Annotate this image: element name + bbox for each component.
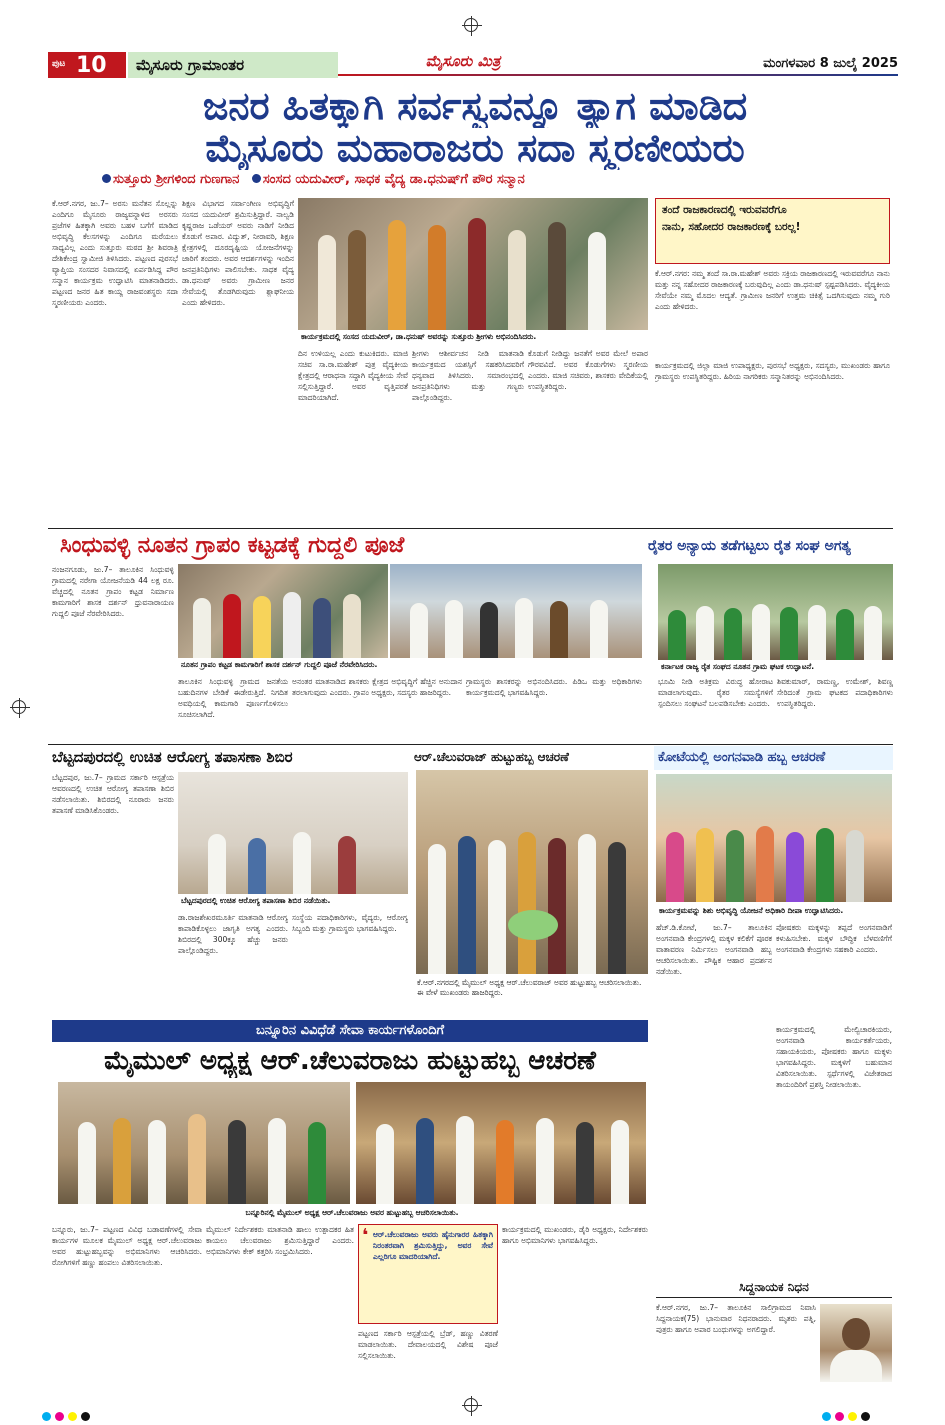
bullet-icon — [252, 174, 261, 183]
obituary-body: ಕೆ.ಆರ್.ನಗರ, ಜು.7– ತಾಲೂಕಿನ ಸಾಲಿಗ್ರಾಮದ ನಿವಾಸಿ ಸಿದ್ದನಾಯಕ(75) ಭಾನುವಾರ ನಿಧನರಾದರು. ಮೃತರು ಪತ್ನಿ, ಪುತ್ರರು ಹಾಗೂ ಅಪಾರ ಬಂಧುಗಳನ್ನು ಅಗಲಿದ್ದಾರೆ. — [656, 1303, 816, 1334]
bridge-column-2: ತಾಲೂಕಿನ ಸಿಂಧುವಳ್ಳಿ ಗ್ರಾಮದ ಜನತೆಯ ಬಹುದಿನಗಳ ಬೇಡಿಕೆ ಈಡೇರುತ್ತಿದೆ. ನಿಗದಿತ ಅವಧಿಯಲ್ಲಿ ಕಾಮಗಾರಿ ಪೂರ್ಣಗೊಳಿಸಲು ಸೂಚಿಸಲಾಗಿದೆ. — [178, 677, 288, 719]
lead-photo-caption: ಕಾರ್ಯಕ್ರಮದಲ್ಲಿ ಸಂಸದ ಯದುವೀರ್, ಡಾ.ಧನುಷ್ ಅವರನ್ನು ಸುತ್ತೂರು ಶ್ರೀಗಳು ಅಭಿನಂದಿಸಿದರು. — [298, 330, 648, 344]
anganwadi-column-1: ಹೆಚ್.ಡಿ.ಕೋಟೆ, ಜು.7– ತಾಲೂಕಿನ ಅಂಗನವಾಡಿ ಕೇಂದ್ರಗಳಲ್ಲಿ ಮಕ್ಕಳ ಕಲಿಕೆಗೆ ಪೂರಕ ವಾತಾವರಣ ನಿರ್ಮಿಸಲು ಅಂಗನವಾಡಿ ಹಬ್ಬ ಆಚರಿಸಲಾಯಿತು. ಪೌಷ್ಟಿಕ ಆಹಾರ ಪ್ರದರ್ಶನ ನಡೆಯಿತು. — [656, 923, 772, 976]
lead-column-3: ದಿನ ಉಳಿಯಲ್ಲ ಎಂದು ಕುಟುಕಿದರು. ಮಾಜಿ ಸಚಿವ ಸಾ.ರಾ.ಮಹೇಶ್ ಪುತ್ರ ವೈದ್ಯಕೀಯ ಕ್ಷೇತ್ರದಲ್ಲಿ ಆರಾಧನಾ ಸದ್ದಾಗಿ ವೈದ್ಯಕೀಯ ಸೇವೆ ಸಲ್ಲಿಸುತ್ತಿದ್ದಾರೆ. ಅವರ ವೃತ್ತಿಪರತೆ ಮಾದರಿಯಾಗಿದೆ. — [298, 349, 408, 402]
lead-column-5: ಕೊಡುಗೆ ನೀಡಿದ್ದು ಜನತೆಗೆ ಅವರ ಮೇಲೆ ಅಪಾರ ಗೌರವವಿದೆ. ಅವರ ಕೊಡುಗೆಗಳು ಸ್ಮರಣೀಯ ಎಂದರು. ಮಾಜಿ ಸಚಿವರು, ಶಾಸಕರು ವೇದಿಕೆಯಲ್ಲಿ ಉಪಸ್ಥಿತರಿದ್ದರು. — [528, 349, 648, 391]
quote-body: ಕೆ.ಆರ್.ನಗರ: ನಮ್ಮ ತಂದೆ ಸಾ.ರಾ.ಮಹೇಶ್ ಅವರು ಸಕ್ರಿಯ ರಾಜಕಾರಣದಲ್ಲಿ ಇರುವವರೆಗೂ ನಾನು ಮತ್ತು ನನ್ನ ಸಹೋದರ ರಾಜಕಾರಣಕ್ಕೆ ಬರುವುದಿಲ್ಲ ಎಂದು ಡಾ.ಧನುಷ್ ಸ್ಪಷ್ಟಪಡಿಸಿದರು. ವೈದ್ಯಕೀಯ ಸೇವೆಯೇ ನಮ್ಮ ಮೊದಲ ಆದ್ಯತೆ. ಗ್ರಾಮೀಣ ಜನರಿಗೆ ಉತ್ತಮ ಚಿಕಿತ್ಸೆ ಒದಗಿಸುವುದು ನಮ್ಮ ಗುರಿ ಎಂದು ಹೇಳಿದರು. — [655, 269, 890, 311]
page-number: 10 — [76, 53, 107, 78]
paper-name: ಮೈಸೂರು ಮಿತ್ರ — [425, 52, 501, 70]
birthday-main-quote-text: ಆರ್.ಚೆಲುವರಾಜು ಅವರು ಹೈನುಗಾರರ ಹಿತಕ್ಕಾಗಿ ನಿರಂತರವಾಗಿ ಶ್ರಮಿಸುತ್ತಿದ್ದು, ಅವರ ಸೇವೆ ಎಲ್ಲರಿಗೂ ಮಾದರಿಯಾಗಿದೆ. — [373, 1230, 493, 1261]
farmers-column-3: ಶಿವಕುಮಾರ್, ರಾಮಣ್ಣ, ಉಮೇಶ್, ಶಿವಣ್ಣ ಸೇರಿದಂತೆ ಗ್ರಾಮ ಘಟಕದ ಪದಾಧಿಕಾರಿಗಳು ಉಪಸ್ಥಿತರಿದ್ದರು. — [777, 677, 893, 708]
bridge-headline: ಸಿಂಧುವಳ್ಳಿ ನೂತನ ಗ್ರಾಪಂ ಕಟ್ಟಡಕ್ಕೆ ಗುದ್ದಲಿ ಪೂಜೆ — [60, 533, 405, 558]
masthead-rule — [338, 74, 898, 76]
lead-photo — [298, 198, 648, 330]
anganwadi-column-2: ಪೋಷಕರು ಮಕ್ಕಳನ್ನು ತಪ್ಪದೆ ಅಂಗನವಾಡಿಗೆ ಕಳುಹಿಸಬೇಕು. ಮಕ್ಕಳ ಬೌದ್ಧಿಕ ಬೆಳವಣಿಗೆಗೆ ಅಂಗನವಾಡಿ ಕೇಂದ್ರಗಳು ಸಹಕಾರಿ ಎಂದರು. — [776, 923, 892, 954]
bridge-column-1: ನಂಜನಗೂಡು, ಜು.7– ತಾಲೂಕಿನ ಸಿಂಧುವಳ್ಳಿ ಗ್ರಾಮದಲ್ಲಿ ನರೇಗಾ ಯೋಜನೆಯಡಿ 44 ಲಕ್ಷ ರೂ. ವೆಚ್ಚದಲ್ಲಿ ನೂತನ ಗ್ರಾಪಂ ಕಟ್ಟಡ ನಿರ್ಮಾಣ ಕಾಮಗಾರಿಗೆ ಶಾಸಕ ದರ್ಶನ್ ಧ್ರುವನಾರಾಯಣ ಗುದ್ದಲಿ ಪೂಜೆ ನೆರವೇರಿಸಿದರು. — [52, 565, 174, 618]
page-label: ಪುಟ — [52, 59, 66, 69]
health-column-3: ಸಂಸ್ಥೆಯ ಪದಾಧಿಕಾರಿಗಳು, ವೈದ್ಯರು, ಆರೋಗ್ಯ ಸಿಬ್ಬಂದಿ ಮತ್ತು ಗ್ರಾಮಸ್ಥರು ಭಾಗವಹಿಸಿದ್ದರು. — [292, 913, 408, 933]
lead-column-4: ಶ್ರೀಗಳು ಆಶೀರ್ವಚನ ನೀಡಿ ಮಾತನಾಡಿ ಕಾರ್ಯಕ್ರಮದ ಯಶಸ್ಸಿಗೆ ಸಹಕರಿಸಿದವರಿಗೆ ಧನ್ಯವಾದ ತಿಳಿಸಿದರು. ಸಮಾರಂಭದಲ್ಲಿ ಜನಪ್ರತಿನಿಧಿಗಳು ಮತ್ತು ಗಣ್ಯರು ಪಾಲ್ಗೊಂಡಿದ್ದರು. — [412, 349, 524, 402]
anganwadi-photo — [656, 774, 892, 902]
issue-date: ಮಂಗಳವಾರ 8 ಜುಲೈ 2025 — [763, 56, 898, 71]
birthday-main-photo-1 — [58, 1082, 350, 1204]
birthday-main-column-2: ಮೈಮುಲ್ ನಿರ್ದೇಶಕರು ಮಾತನಾಡಿ ಹಾಲು ಉತ್ಪಾದಕರ ಹಿತ ಕಾಯಲು ಚೆಲುವರಾಜು ಶ್ರಮಿಸುತ್ತಿದ್ದಾರೆ ಎಂದರು. ಅಭಿಮಾನಿಗಳು ಕೇಕ್ ಕತ್ತರಿಸಿ ಸಂಭ್ರಮಿಸಿದರು. — [206, 1225, 354, 1256]
birthday-small-headline: ಆರ್.ಚೆಲುವರಾಜ್ ಹುಟ್ಟುಹಬ್ಬ ಆಚರಣೆ — [414, 750, 569, 764]
quote-box — [655, 198, 890, 264]
farmers-photo-caption: ಕರ್ನಾಟಕ ರಾಜ್ಯ ರೈತ ಸಂಘದ ನೂತನ ಗ್ರಾಮ ಘಟಕ ಉದ್ಘಾಟನೆ. — [658, 660, 893, 674]
page-number-tab — [48, 52, 126, 78]
birthday-main-photo-caption: ಬನ್ನೂರಿನಲ್ಲಿ ಮೈಮುಲ್ ಅಧ್ಯಕ್ಷ ಆರ್.ಚೆಲುವರಾಜು ಅವರ ಹುಟ್ಟುಹಬ್ಬ ಆಚರಿಸಲಾಯಿತು. — [58, 1206, 646, 1220]
birthday-main-photo-2 — [356, 1082, 646, 1204]
lead-subhead-2: ಸಂಸದ ಯದುವೀರ್, ಸಾಧಕ ವೈದ್ಯ ಡಾ.ಧನುಷ್‌ಗೆ ಪೌರ ಸನ್ಮಾನ — [262, 172, 525, 187]
health-photo — [178, 772, 408, 894]
birthday-small-photo — [416, 770, 648, 974]
birthday-main-column-3: ಪಟ್ಟಣದ ಸರ್ಕಾರಿ ಆಸ್ಪತ್ರೆಯಲ್ಲಿ ಬ್ರೆಡ್, ಹಣ್ಣು ವಿತರಣೆ ಮಾಡಲಾಯಿತು. ದೇವಾಲಯದಲ್ಲಿ ವಿಶೇಷ ಪೂಜೆ ಸಲ್ಲಿಸಲಾಯಿತು. — [358, 1329, 498, 1360]
registration-mark-icon — [464, 1398, 478, 1412]
bridge-photo — [178, 564, 388, 658]
bridge-column-4: ಗ್ರಾಮಸ್ಥರು ಶಾಸಕರನ್ನು ಅಭಿನಂದಿಸಿದರು. ಪಿಡಿಒ ಮತ್ತು ಅಧಿಕಾರಿಗಳು ಕಾರ್ಯಕ್ರಮದಲ್ಲಿ ಭಾಗವಹಿಸಿದ್ದರು. — [466, 677, 642, 697]
quote-line-1: ತಂದೆ ರಾಜಕಾರಣದಲ್ಲಿ ಇರುವವರೆಗೂ — [662, 204, 787, 216]
quote-mark-icon: ❛ — [362, 1225, 369, 1246]
birthday-main-column-4: ಕಾರ್ಯಕ್ರಮದಲ್ಲಿ ಮುಖಂಡರು, ಡೈರಿ ಅಧ್ಯಕ್ಷರು, ನಿರ್ದೇಶಕರು ಹಾಗೂ ಅಭಿಮಾನಿಗಳು ಭಾಗವಹಿಸಿದ್ದರು. — [502, 1225, 648, 1245]
registration-mark-icon — [12, 700, 26, 714]
color-bar — [820, 1406, 900, 1416]
birthday-main-quote — [358, 1224, 498, 1324]
birthday-main-kicker: ಬನ್ನೂರಿನ ವಿವಿಧೆಡೆ ಸೇವಾ ಕಾರ್ಯಗಳೊಂದಿಗೆ — [52, 1020, 648, 1042]
birthday-main-headline: ಮೈಮುಲ್ ಅಧ್ಯಕ್ಷ ಆರ್.ಚೆಲುವರಾಜು ಹುಟ್ಟುಹಬ್ಬ ಆಚರಣೆ — [104, 1046, 596, 1076]
lead-subhead-1: ಸುತ್ತೂರು ಶ್ರೀಗಳಿಂದ ಗುಣಗಾನ — [113, 172, 240, 187]
lead-column-2: ಶಿಕ್ಷಣ ವಿಭಾಗದ ಸರ್ವಾಂಗೀಣ ಅಭಿವೃದ್ಧಿಗೆ ಸಂಸದ ಯದುವೀರ್ ಶ್ರಮಿಸುತ್ತಿದ್ದಾರೆ. ನಾಲ್ವಡಿ ಕೃಷ್ಣರಾಜ ಒಡೆಯರ್ ಅವರು ನಾಡಿಗೆ ನೀಡಿದ ಕೊಡುಗೆ ಅಪಾರ. ವಿದ್ಯುತ್, ನೀರಾವರಿ, ಶಿಕ್ಷಣ ಕ್ಷೇತ್ರಗಳಲ್ಲಿ ದೂರದೃಷ್ಟಿಯ ಯೋಜನೆಗಳನ್ನು ಜಾರಿಗೆ ತಂದರು. ಅವರ ಆದರ್ಶಗಳನ್ನು ಇಂದಿನ ಜನಪ್ರತಿನಿಧಿಗಳು ಪಾಲಿಸಬೇಕು. ಸಾಧಕ ವೈದ್ಯ ಡಾ.ಧನುಷ್ ಅವರು ಗ್ರಾಮೀಣ ಜನರ ಸೇವೆಯಲ್ಲಿ ತೊಡಗಿರುವುದು ಶ್ಲಾಘನೀಯ ಎಂದು ಹೇಳಿದರು. — [182, 199, 294, 307]
quote-body-2: ಕಾರ್ಯಕ್ರಮದಲ್ಲಿ ಜಿಲ್ಲಾ ಮಾಜಿ ಉಪಾಧ್ಯಕ್ಷರು, ಪುರಸಭೆ ಅಧ್ಯಕ್ಷರು, ಸದಸ್ಯರು, ಮುಖಂಡರು ಹಾಗೂ ಗ್ರಾಮಸ್ಥರು ಉಪಸ್ಥಿತರಿದ್ದರು. ಹಿರಿಯ ನಾಗರಿಕರು ಸನ್ಮಾನಿತರನ್ನು ಅಭಿನಂದಿಸಿದರು. — [655, 361, 890, 381]
divider — [48, 528, 893, 529]
anganwadi-headline: ಕೋಟೆಯಲ್ಲಿ ಅಂಗನವಾಡಿ ಹಬ್ಬ ಆಚರಣೆ — [654, 746, 893, 770]
bridge-photo-caption: ನೂತನ ಗ್ರಾಪಂ ಕಟ್ಟಡ ಕಾಮಗಾರಿಗೆ ಶಾಸಕ ದರ್ಶನ್ ಗುದ್ದಲಿ ಪೂಜೆ ನೆರವೇರಿಸಿದರು. — [178, 658, 642, 672]
obituary-headline: ಸಿದ್ದನಾಯಕ ನಿಧನ — [656, 1280, 892, 1298]
anganwadi-photo-caption: ಕಾರ್ಯಕ್ರಮವನ್ನು ಶಿಶು ಅಭಿವೃದ್ಧಿ ಯೋಜನೆ ಅಧಿಕಾರಿ ದೀಪಾ ಉದ್ಘಾಟಿಸಿದರು. — [656, 904, 892, 918]
lead-column-1: ಕೆ.ಆರ್.ನಗರ, ಜು.7– ಅರಸು ಮನೆತನ ಸೊಲ್ಲನ್ನು ಎಂದಿಗೂ ಮೈಸೂರು ರಾಜ್ಯವನ್ನಾಳಿದ ಅರಸರು ಪ್ರಜೆಗಳ ಹಿತಕ್ಕಾಗಿ ಅವರು ಬಹಳ ಬಗೆಗೆ ಮಾಡಿದ ಅಭಿವೃದ್ಧಿ ಕೆಲಸಗಳನ್ನು ಎಂದಿಗೂ ಮರೆಯಲು ಸಾಧ್ಯವಿಲ್ಲ ಎಂದು ಸುತ್ತೂರು ಮಠದ ಶ್ರೀ ಶಿವರಾತ್ರಿ ದೇಶಿಕೇಂದ್ರ ಸ್ವಾಮೀಜಿ ತಿಳಿಸಿದರು. ಪಟ್ಟಣದ ಪುರಸಭೆ ವ್ಯಾಪ್ತಿಯ ಸಂಸದರ ನಿವಾಸದಲ್ಲಿ ಏರ್ಪಡಿಸಿದ್ದ ಪೌರ ಸನ್ಮಾನ ಕಾರ್ಯಕ್ರಮ ಉದ್ಘಾಟಿಸಿ ಮಾತನಾಡಿದರು. ಪಟ್ಟಣದ ಜನರ ಹಿತ ಕಾಯ್ದ ರಾಜವಂಶಸ್ಥರು ಸದಾ ಸ್ಮರಣೀಯರು ಎಂದರು. — [52, 199, 178, 307]
bullet-icon — [102, 174, 111, 183]
bridge-photo-2 — [390, 564, 642, 658]
color-bar — [40, 1406, 120, 1416]
health-photo-caption: ಬೆಟ್ಟದಪುರದಲ್ಲಿ ಉಚಿತ ಆರೋಗ್ಯ ತಪಾಸಣಾ ಶಿಬಿರ ನಡೆಯಿತು. — [178, 894, 408, 908]
health-headline: ಬೆಟ್ಟದಪುರದಲ್ಲಿ ಉಚಿತ ಆರೋಗ್ಯ ತಪಾಸಣಾ ಶಿಬಿರ — [52, 748, 293, 766]
lead-subheads — [100, 172, 880, 192]
section-name: ಮೈಸೂರು ಗ್ರಾಮಾಂತರ — [128, 52, 338, 78]
divider — [48, 744, 893, 745]
farmers-headline: ರೈತರ ಅನ್ಯಾಯ ತಡೆಗಟ್ಟಲು ರೈತ ಸಂಘ ಅಗತ್ಯ — [648, 538, 851, 554]
masthead — [48, 50, 898, 80]
health-column-1: ಬೆಟ್ಟದಪುರ, ಜು.7– ಗ್ರಾಮದ ಸರ್ಕಾರಿ ಆಸ್ಪತ್ರೆಯ ಆವರಣದಲ್ಲಿ ಉಚಿತ ಆರೋಗ್ಯ ತಪಾಸಣಾ ಶಿಬಿರ ನಡೆಸಲಾಯಿತು. ಶಿಬಿರದಲ್ಲಿ ನೂರಾರು ಜನರು ತಪಾಸಣೆ ಮಾಡಿಸಿಕೊಂಡರು. — [52, 773, 174, 815]
bridge-column-3: ಅನಂತರ ಮಾತನಾಡಿದ ಶಾಸಕರು ಕ್ಷೇತ್ರದ ಅಭಿವೃದ್ಧಿಗೆ ಹೆಚ್ಚಿನ ಅನುದಾನ ತರಲಾಗುವುದು ಎಂದರು. ಗ್ರಾಪಂ ಅಧ್ಯಕ್ಷರು, ಸದಸ್ಯರು ಹಾಜರಿದ್ದರು. — [292, 677, 462, 697]
lead-headline-1: ಜನರ ಹಿತಕ್ಕಾಗಿ ಸರ್ವಸ್ವವನ್ನೂ ತ್ಯಾಗ ಮಾಡಿದ — [202, 84, 748, 128]
registration-mark-icon — [464, 18, 478, 32]
obituary-portrait — [820, 1304, 892, 1382]
health-column-2: ಡಾ.ರಾಜಶೇಖರಮೂರ್ತಿ ಮಾತನಾಡಿ ಆರೋಗ್ಯ ಕಾಪಾಡಿಕೊಳ್ಳಲು ಜಾಗೃತಿ ಅಗತ್ಯ ಎಂದರು. ಶಿಬಿರದಲ್ಲಿ 300ಕ್ಕೂ ಹೆಚ್ಚು ಜನರು ಪಾಲ್ಗೊಂಡಿದ್ದರು. — [178, 913, 288, 955]
farmers-photo — [658, 564, 893, 660]
birthday-small-caption: ಕೆ.ಆರ್.ನಗರದಲ್ಲಿ ಮೈಮುಲ್ ಅಧ್ಯಕ್ಷ ಆರ್.ಚೆಲುವರಾಜ್ ಅವರ ಹುಟ್ಟುಹಬ್ಬ ಆಚರಿಸಲಾಯಿತು. ಈ ವೇಳೆ ಮುಖಂಡರು ಹಾಜರಿದ್ದರು. — [414, 976, 650, 1012]
anganwadi-column-3: ಕಾರ್ಯಕ್ರಮದಲ್ಲಿ ಮೇಲ್ವಿಚಾರಕಿಯರು, ಅಂಗನವಾಡಿ ಕಾರ್ಯಕರ್ತೆಯರು, ಸಹಾಯಕಿಯರು, ಪೋಷಕರು ಹಾಗೂ ಮಕ್ಕಳು ಭಾಗವಹಿಸಿದ್ದರು. ಮಕ್ಕಳಿಗೆ ಬಹುಮಾನ ವಿತರಿಸಲಾಯಿತು. ಸ್ಪರ್ಧೆಗಳಲ್ಲಿ ವಿಜೇತರಾದ ತಾಯಂದಿರಿಗೆ ಪ್ರಶಸ್ತಿ ನೀಡಲಾಯಿತು. — [776, 1025, 892, 1089]
quote-line-2: ನಾನು, ಸಹೋದರ ರಾಜಕಾರಣಕ್ಕೆ ಬರಲ್ಲ! — [662, 221, 801, 233]
farmers-column-2: ಭೂಮಿ ನೀಡಿ ಅತಿಕ್ರಮ ವಿರುದ್ಧ ಹೋರಾಟ ಮಾಡಲಾಗುವುದು. ರೈತರ ಸಮಸ್ಯೆಗಳಿಗೆ ಸ್ಪಂದಿಸಲು ಸಂಘಟನೆ ಬಲಪಡಿಸಬೇಕು ಎಂದರು. — [658, 677, 773, 708]
birthday-main-column-1: ಬನ್ನೂರು, ಜು.7– ಪಟ್ಟಣದ ವಿವಿಧ ಬಡಾವಣೆಗಳಲ್ಲಿ ಸೇವಾ ಕಾರ್ಯಗಳ ಮೂಲಕ ಮೈಮುಲ್ ಅಧ್ಯಕ್ಷ ಆರ್.ಚೆಲುವರಾಜು ಅವರ ಹುಟ್ಟುಹಬ್ಬವನ್ನು ಅಭಿಮಾನಿಗಳು ಆಚರಿಸಿದರು. ರೋಗಿಗಳಿಗೆ ಹಣ್ಣು ಹಂಪಲು ವಿತರಿಸಲಾಯಿತು. — [52, 1225, 202, 1267]
lead-headline-2: ಮೈಸೂರು ಮಹಾರಾಜರು ಸದಾ ಸ್ಮರಣೀಯರು — [205, 126, 745, 170]
